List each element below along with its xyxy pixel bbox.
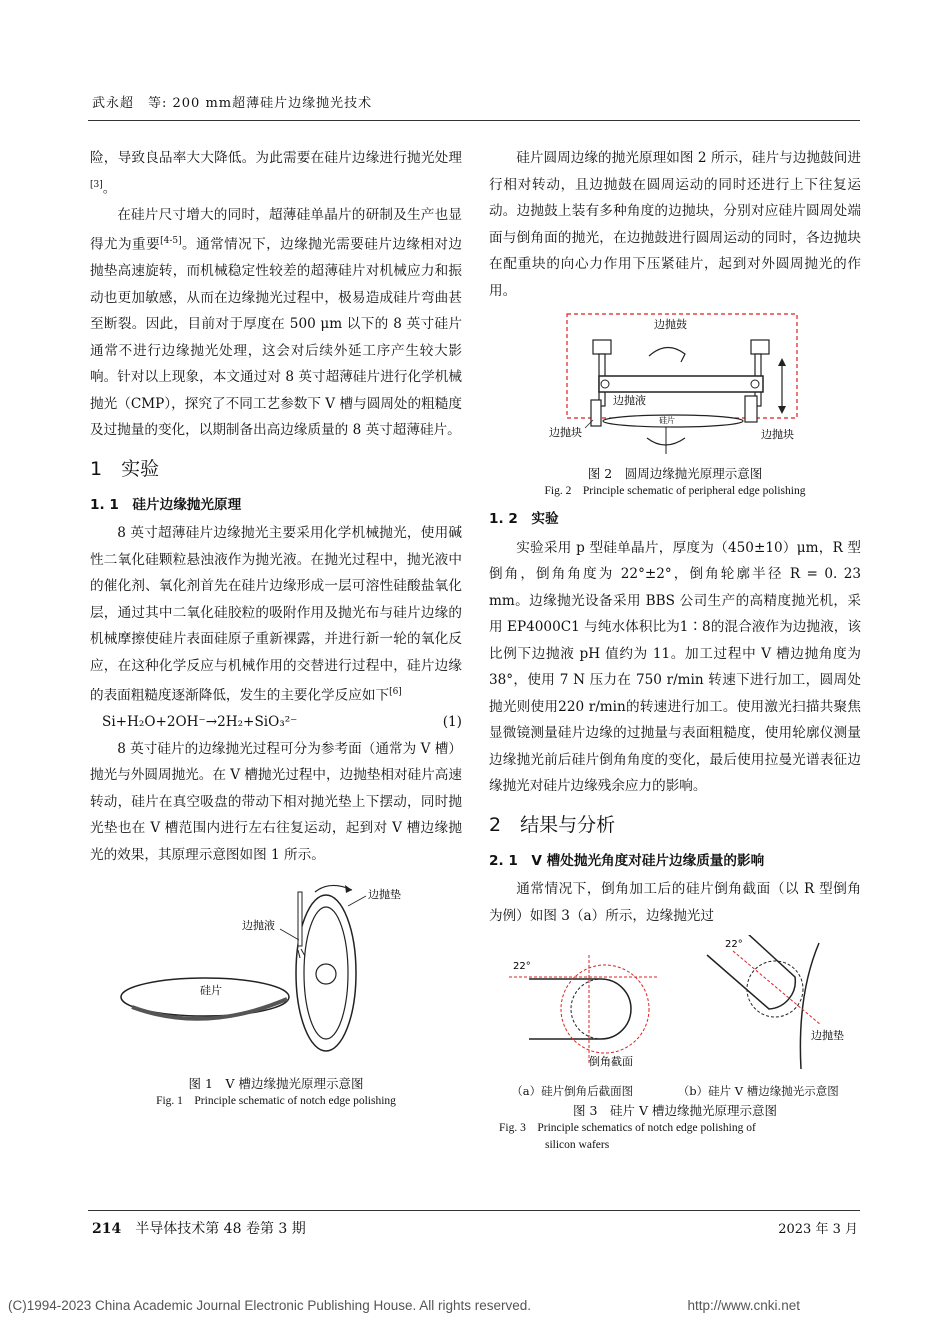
footer-rule [88,1210,860,1211]
right-column [489,145,861,1154]
polishing-pad-curve [800,943,819,1069]
figure-1-diagram [90,874,462,1070]
right-post-top [751,340,769,354]
arrow-up-head [778,358,786,366]
left-post-top [593,340,611,354]
wafer-label-2: 硅片 [659,416,675,425]
figure-2-caption-cn: 图 2 圆周边缘抛光原理示意图 [587,466,763,481]
drum-label: 边抛鼓 [654,318,687,331]
figure-1 [90,874,462,1070]
figure-3 [489,935,861,1077]
wafer-label: 硅片 [200,984,222,998]
paragraph-4: 8 英寸硅片的边缘抛光过程可分为参考面（通常为 V 槽）抛光与外圆周抛光。在 V 槽抛光过程中，边抛垫相对硅片高速转动，硅片在真空吸盘的带动下相对抛光垫上下摆动，同时抛光垫也在 V 槽范围内进行左右往复运动，起到对 V 槽边缘抛光的效果，其原理示意图如图 1 所示。 [90,740,462,863]
subsection-1-1-title: 1. 1 硅片边缘抛光原理 [90,496,242,513]
figure-3-caption-cn: 图 3 硅片 V 槽边缘抛光原理示意图 [573,1103,777,1118]
angle-label-a: 22° [513,961,531,972]
right-block [745,396,757,422]
section-a-outer-circle [561,965,649,1053]
nozzle [298,892,302,946]
figure-2 [489,310,861,460]
drum-bar [599,376,763,392]
pad-leader [348,896,366,906]
page-number: 214 [92,1221,122,1237]
section-2-title: 2 结果与分析 [489,813,616,836]
fig2-liquid-label: 边抛液 [613,394,646,407]
subcaption-a: （a）硅片倒角后截面图 [511,1084,634,1098]
paragraph-7: 通常情况下，倒角加工后的硅片倒角截面（以 R 型倒角为例）如图 3（a）所示，边缘抛光过 [489,881,861,924]
folio [92,1218,306,1238]
citation-6: [6] [389,687,402,698]
website-link[interactable]: http://www.cnki.net [687,1298,800,1313]
citation-4-5: [4-5] [160,236,182,247]
drum-right-pin [751,380,759,388]
equation-1 [90,709,462,736]
pad-hub [316,964,336,984]
left-block-label: 边抛块 [549,426,582,439]
paragraph-1 [90,145,462,202]
subcaption-b: （b）硅片 V 槽边缘抛光示意图 [677,1084,839,1098]
figure-1-caption-en: Fig. 1 Principle schematic of notch edge polishing [156,1095,396,1108]
p1-text: 险，导致良品率大大降低。为此需要在硅片边缘进行抛光处理 [90,150,462,166]
p1-end: 。 [102,180,117,197]
paragraph-6: 实验采用 p 型硅单晶片，厚度为（450±10）μm，R 型倒角，倒角角度为 22°±2°，倒角轮廓半径 R = 0. 23 mm。边缘抛光设备采用 BBS 公司生产的高精度抛光机，采用 EP4000C1 与纯水体积比为1∶8的混合液作为边抛液，该比例下边抛液 pH 值约为 11。加工过程中 V 槽边抛角度为 38°，使用 7 N 压力在 750 r/min 转速下进行加工，圆周处抛光则使用220 r/min的转速进行加工。使用激光扫描共聚焦显微镜测量硅片边缘的过抛量与表面粗糙度，使用轮廓仪测量边缘抛光前后硅片倒角角度的变化，最后使用拉曼光谱表征边缘抛光对硅片边缘残余应力的影响。 [489,539,861,794]
figure-2-caption-en: Fig. 2 Principle schematic of peripheral edge polishing [544,485,806,497]
figure-3-caption-en-2: silicon wafers [545,1139,610,1151]
top-rotation-arrow [649,347,685,362]
figure-1-caption-cn: 图 1 V 槽边缘抛光原理示意图 [188,1076,364,1092]
subsection-2-1-title: 2. 1 V 槽处抛光角度对硅片边缘质量的影响 [489,852,765,869]
equation-number: (1) [442,714,462,731]
arrow-down-head [778,406,786,414]
p3a-text: 8 英寸超薄硅片边缘抛光主要采用化学机械抛光，使用碱性二氧化硅颗粒悬浊液作为抛光液。在抛光过程中，抛光液中的催化剂、氧化剂首先在硅片边缘形成一层可溶性硅酸盐氧化层，通过其中二氧化硅胶粒的吸附作用及抛光布与硅片边缘的机械摩擦使硅片表面硅原子重新裸露，并进行新一轮的氧化反应，在这种化学反应与机械作用的交替进行过程中，硅片边缘的表面粗糙度逐渐降低，发生的主要化学反应如下 [90,525,462,704]
equation-text: Si+H₂O+2OH⁻→2H₂+SiO₃²⁻ [102,714,298,731]
drip-2 [298,950,300,958]
p2a-text: 在硅片尺寸增大的同时，超薄硅单晶片的研制及生产也显得尤为重要 [90,206,462,253]
paragraph-3 [90,520,462,709]
pad-label: 边抛垫 [368,888,401,902]
section-b-ref-line [733,951,821,1025]
left-column [90,145,462,1110]
header-rule [88,120,860,121]
section-label: 倒角截面 [589,1055,633,1068]
running-head: 武永超 等: 200 mm超薄硅片边缘抛光技术 [92,96,373,111]
subsection-1-2-title: 1. 2 实验 [489,511,559,527]
figure-3-caption-en-1: Fig. 3 Principle schematics of notch edge polishing of [499,1122,756,1134]
journal-name: 半导体技术第 48 卷第 3 期 [135,1221,306,1237]
left-block [591,400,601,426]
p2b-text: 。通常情况下，边缘抛光需要硅片边缘相对边抛垫高速旋转，而机械稳定性较差的超薄硅片对机械应力和振动也更加敏感，从而在边缘抛光过程中，极易造成硅片弯曲甚至断裂。因此，目前对于厚度在 500 μm 以下的 8 英寸硅片通常不进行边缘抛光处理，这会对后续外延工序产生较大影响。针对以上现象，本文通过对 8 英寸超薄硅片进行化学机械抛光（CMP），探究了不同工艺参数下 V 槽与圆周处的粗糙度及过抛量的变化，以期制备出高边缘质量的 8 英寸超薄硅片。 [90,236,463,439]
angle-label-b: 22° [725,939,743,950]
liquid-label: 边抛液 [242,919,275,933]
drip-1 [301,949,305,956]
citation-3: [3] [90,179,103,190]
issue-date: 2023 年 3 月 [778,1222,858,1237]
paragraph-5: 硅片圆周边缘的抛光原理如图 2 所示，硅片与边抛鼓间进行相对转动，且边抛鼓在圆周运动的同时还进行上下往复运动。边抛鼓上装有多种角度的边抛块，分别对应硅片圆周处端面与倒角面的抛光，在边抛鼓进行圆周运动的同时，各边抛块在配重块的向心力作用下压紧硅片，起到对外圆周抛光的作用。 [489,150,861,299]
liquid-leader [280,929,299,940]
copyright-line: (C)1994-2023 China Academic Journal Electronic Publishing House. All rights reserved. [8,1298,532,1313]
wafer-section-b [707,935,795,1009]
figure-3-diagram [489,935,861,1077]
figure-2-diagram [489,310,861,460]
pad-label-b: 边抛垫 [811,1029,844,1042]
paragraph-2 [90,202,462,444]
right-block-label: 边抛块 [761,428,794,441]
drum-left-pin [601,380,609,388]
figure-3-subcaptions [489,1081,861,1101]
section-1-title: 1 实验 [90,457,160,480]
